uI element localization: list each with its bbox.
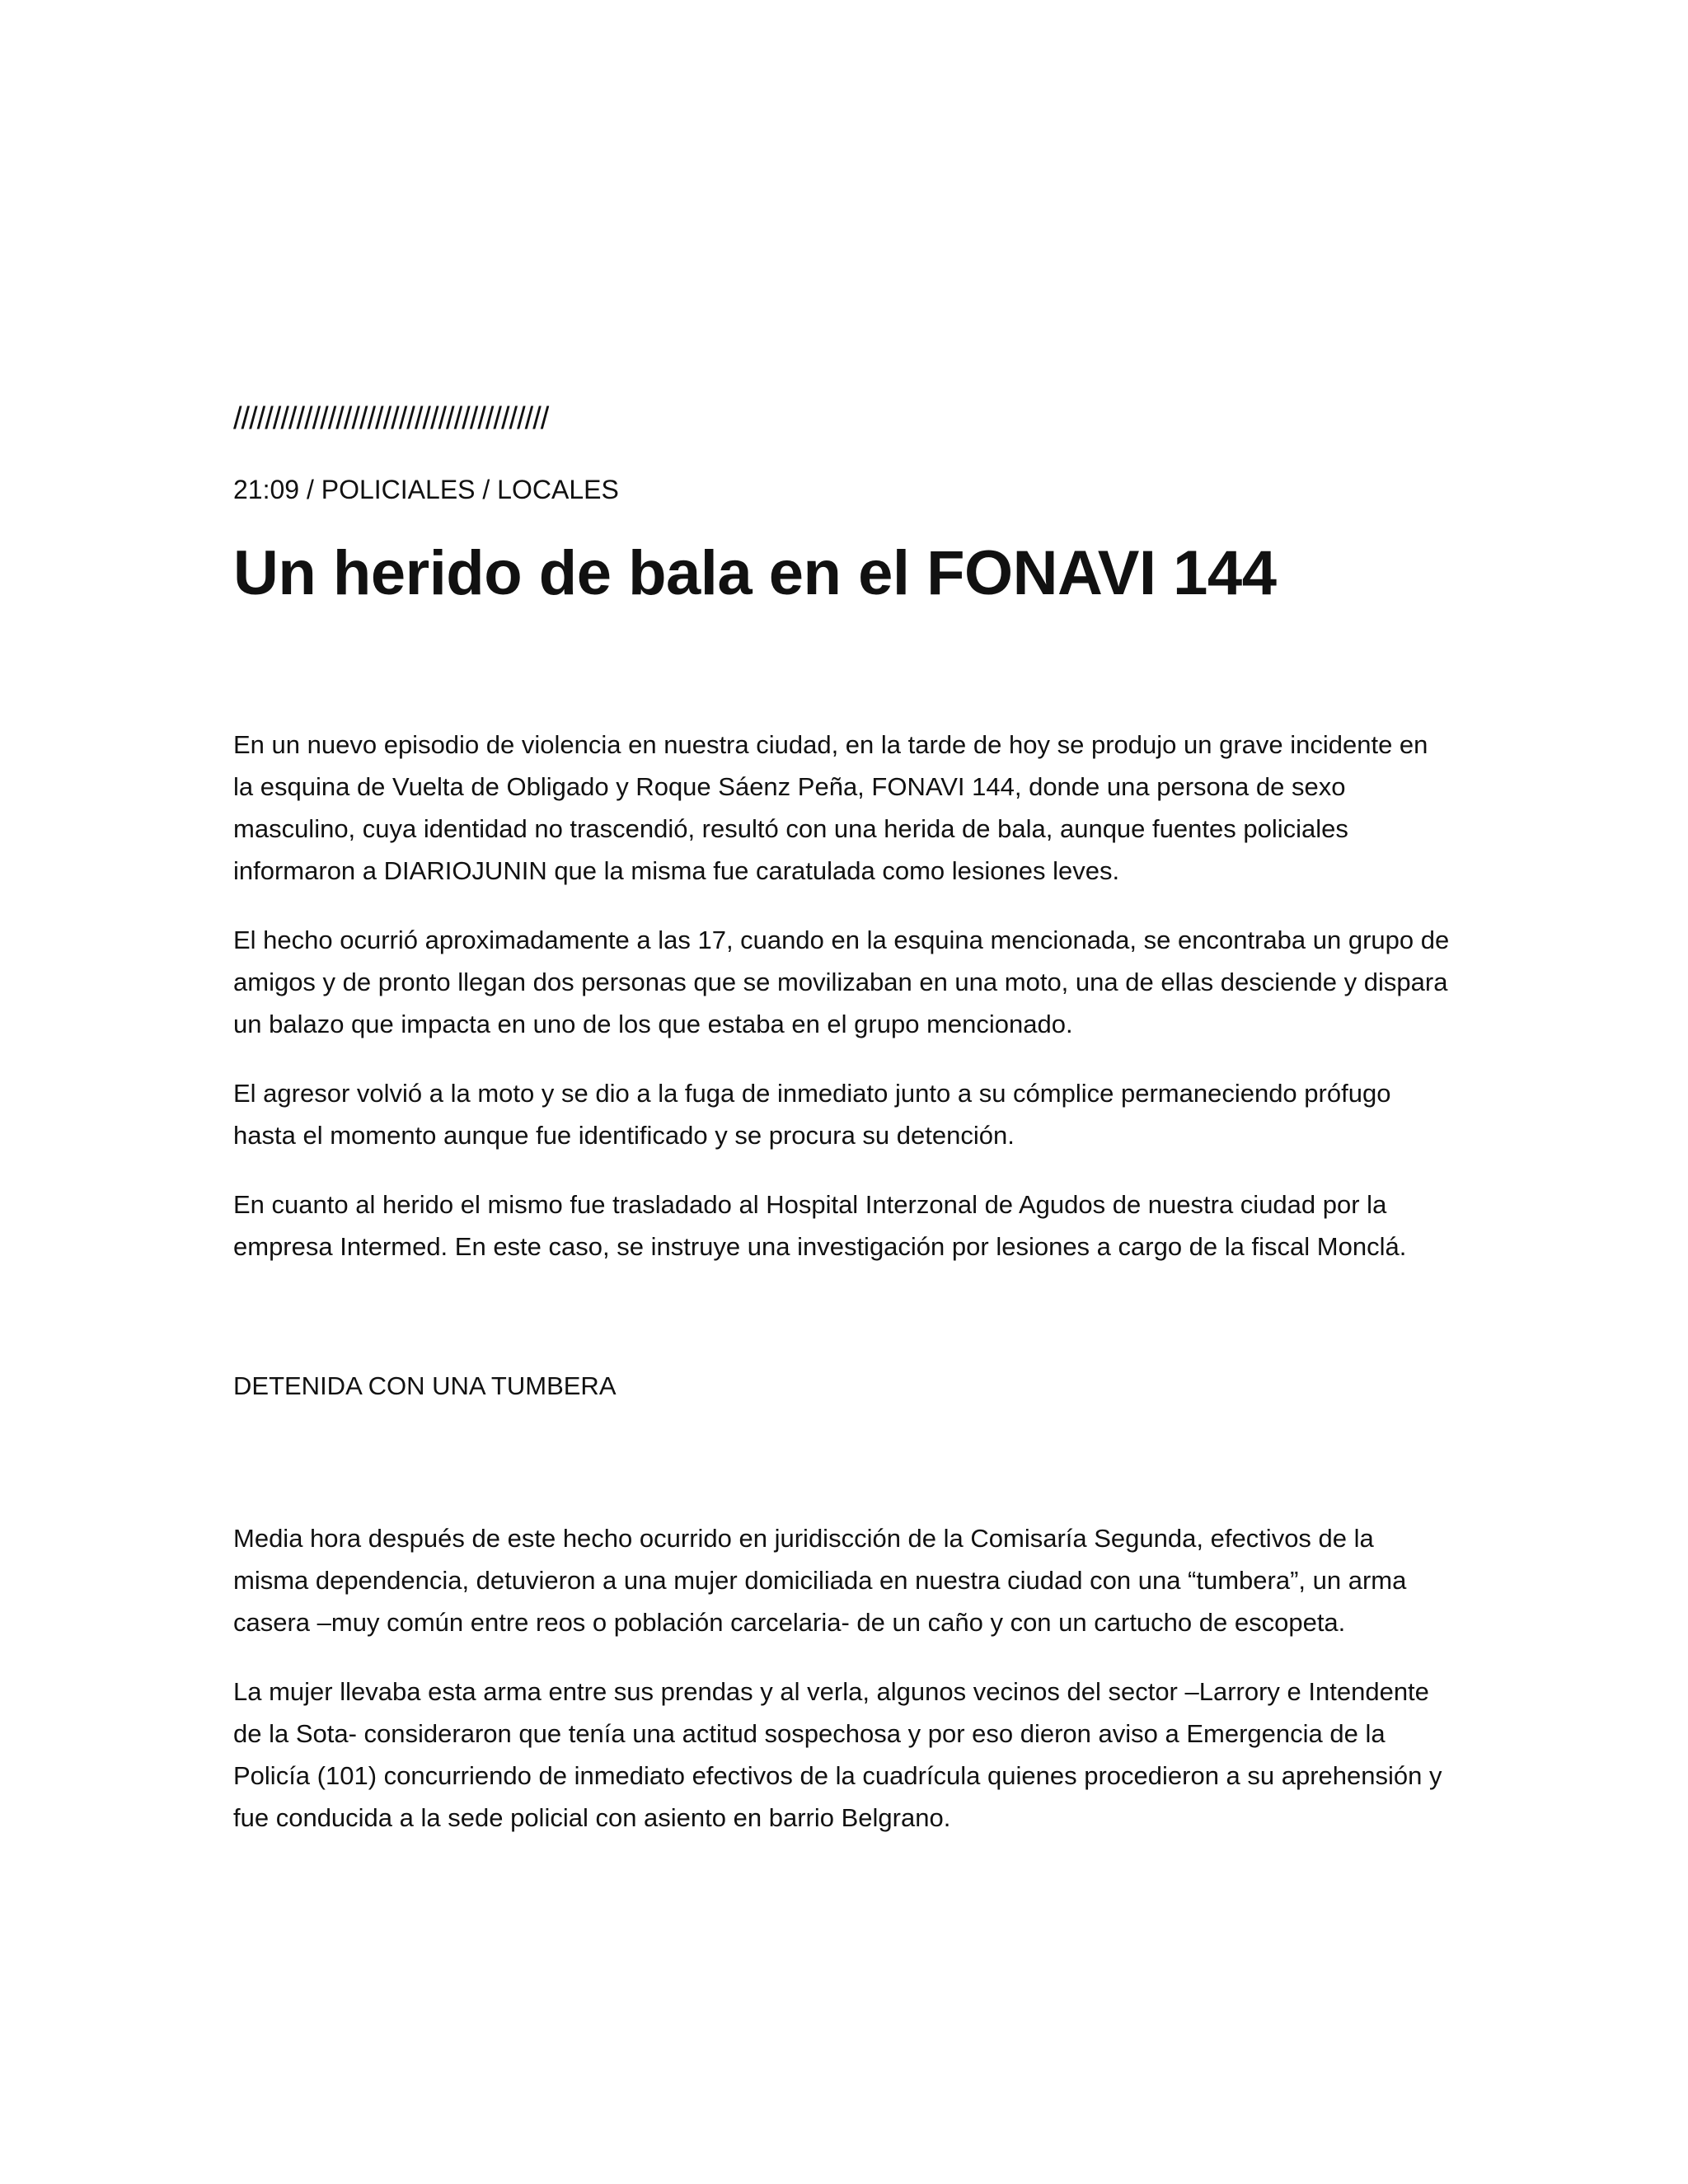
paragraph: Media hora después de este hecho ocurrido en juridiscción de la Comisaría Segunda, efectivos de la misma dependencia, detuvieron a una mujer domiciliada en nuestra ciudad con una “tumbera”, un arma casera –muy común entre reos o población carcelaria- de un caño y con un cartucho de escopeta. — [233, 1524, 1407, 1637]
paragraph: En cuanto al herido el mismo fue trasladado al Hospital Interzonal de Agudos de nuestra ciudad por la empresa Intermed. En este caso, se instruye una investigación por lesiones a cargo de la fiscal Monclá. — [233, 1190, 1407, 1261]
article-body — [233, 724, 1453, 1839]
paragraph: El agresor volvió a la moto y se dio a la fuga de inmediato junto a su cómplice permaneciendo prófugo hasta el momento aunque fue identificado y se procura su detención. — [233, 1079, 1391, 1150]
paragraph: El hecho ocurrió aproximadamente a las 17, cuando en la esquina mencionada, se encontraba un grupo de amigos y de pronto llegan dos personas que se movilizaban en una moto, una de ellas desciende y dispara un balazo que impacta en uno de los que estaba en el grupo mencionado. — [233, 926, 1450, 1038]
paragraph: La mujer llevaba esta arma entre sus prendas y al verla, algunos vecinos del sector –Larrory e Intendente de la Sota- consideraron que tenía una actitud sospechosa y por eso dieron aviso a Emergencia de la Policía (101) concurriendo de inmediato efectivos de la cuadrícula quienes procedieron a su aprehensión y fue conducida a la sede policial con asiento en barrio Belgrano. — [233, 1677, 1442, 1832]
separator-line: //////////////////////////////////////// — [233, 401, 549, 436]
section-subheading: DETENIDA CON UNA TUMBERA — [233, 1371, 617, 1400]
article-meta: 21:09 / POLICIALES / LOCALES — [233, 475, 619, 504]
paragraph: En un nuevo episodio de violencia en nuestra ciudad, en la tarde de hoy se produjo un grave incidente en la esquina de Vuelta de Obligado y Roque Sáenz Peña, FONAVI 144, donde una persona de sexo masculino, cuya identidad no trascendió, resultó con una herida de bala, aunque fuentes policiales informaron a DIARIOJUNIN que la misma fue caratulada como lesiones leves. — [233, 730, 1428, 885]
document-page — [233, 401, 1453, 1866]
article-headline: Un herido de bala en el FONAVI 144 — [233, 538, 1277, 608]
